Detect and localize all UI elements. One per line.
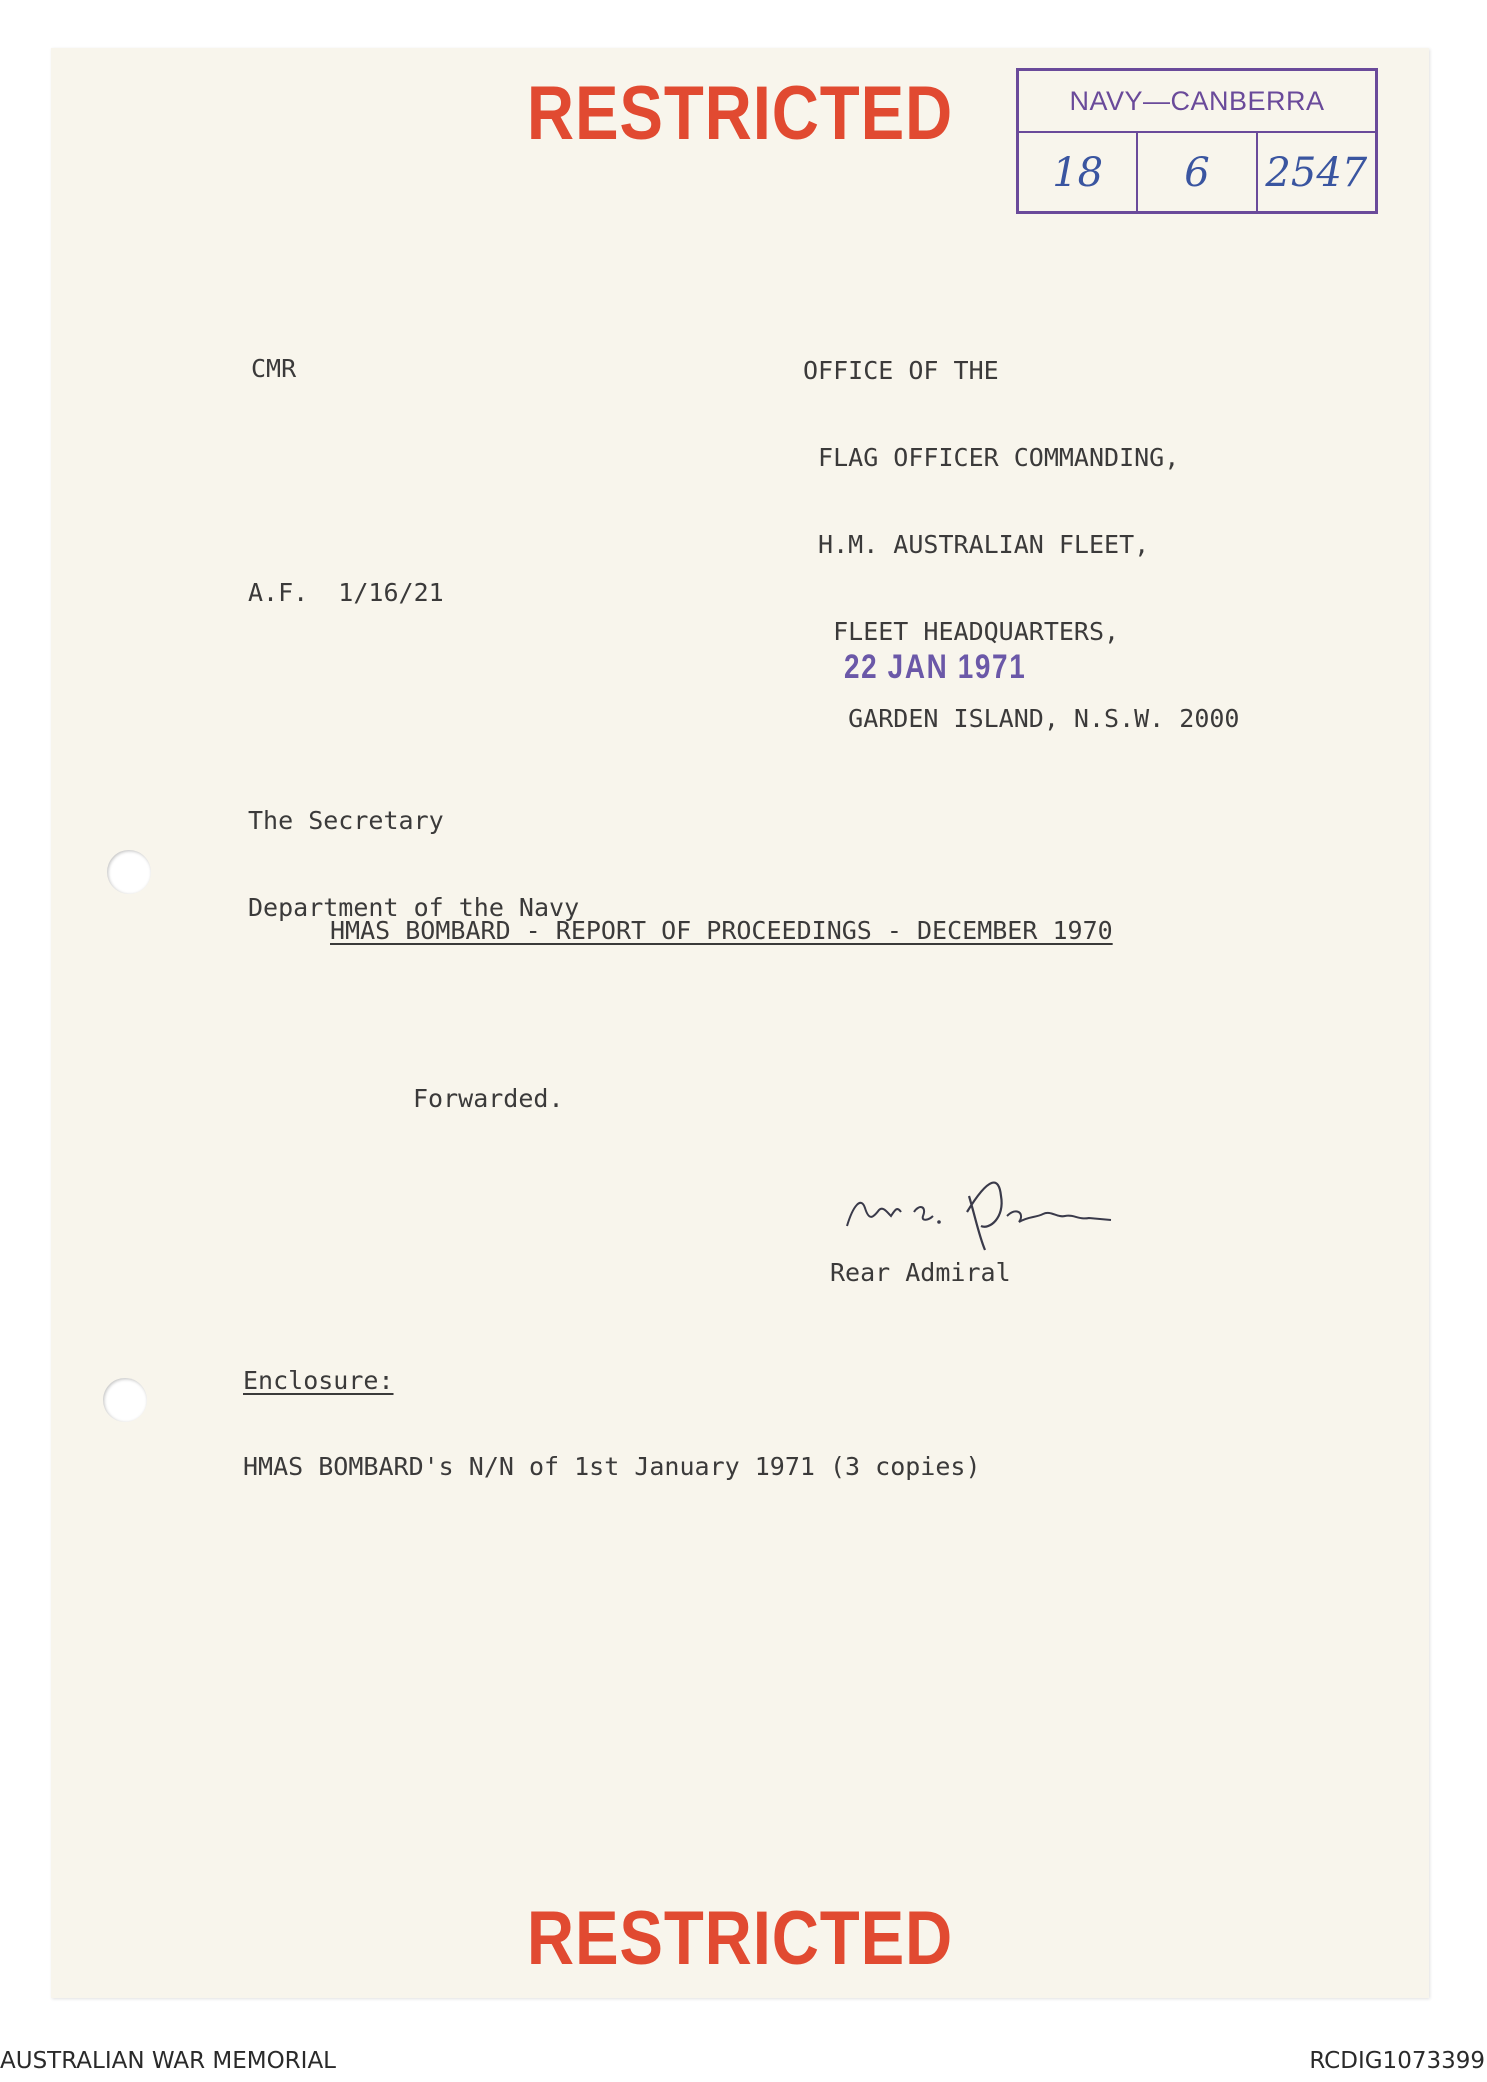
- receipt-stamp-header: NAVY—CANBERRA: [1019, 71, 1375, 133]
- addressee-line: Department of the Navy: [248, 893, 580, 922]
- addressee-line: The Secretary: [248, 806, 444, 835]
- file-number: A.F. 1/16/21: [248, 578, 444, 607]
- signature-title: Rear Admiral: [830, 1258, 1011, 1287]
- office-address-line: FLEET HEADQUARTERS,: [803, 617, 1120, 646]
- office-address-line: FLAG OFFICER COMMANDING,: [803, 443, 1180, 472]
- archive-id: RCDIG1073399: [1309, 2048, 1485, 2074]
- office-address-line: OFFICE OF THE: [803, 356, 999, 385]
- office-address: [803, 298, 1240, 791]
- punch-hole: [107, 850, 151, 894]
- enclosure-label: Enclosure:: [243, 1366, 394, 1395]
- office-address-line: GARDEN ISLAND, N.S.W. 2000: [803, 704, 1240, 733]
- archive-credit: AUSTRALIAN WAR MEMORIAL: [0, 2048, 336, 2074]
- receipt-stamp-cell-number: 2547: [1265, 150, 1368, 196]
- subject-line: HMAS BOMBARD - REPORT OF PROCEEDINGS - DECEMBER 1970: [330, 916, 1113, 945]
- date-received-stamp: 22 JAN 1971: [844, 648, 1027, 686]
- office-address-line: H.M. AUSTRALIAN FLEET,: [803, 530, 1150, 559]
- punch-hole: [103, 1378, 147, 1422]
- reference-code: CMR: [251, 354, 297, 383]
- signature-image: [839, 1166, 1169, 1256]
- receipt-stamp-cell-month: 6: [1138, 133, 1257, 213]
- document-page: [51, 48, 1429, 1998]
- receipt-stamp-cell-day: 18: [1019, 133, 1138, 213]
- enclosure-text: HMAS BOMBARD's N/N of 1st January 1971 (3 copies): [243, 1452, 981, 1481]
- body-text: Forwarded.: [413, 1084, 564, 1113]
- receipt-stamp: [1016, 68, 1378, 214]
- classification-top: RESTRICTED: [526, 71, 954, 156]
- classification-bottom: RESTRICTED: [526, 1896, 954, 1981]
- addressee: [248, 748, 579, 980]
- receipt-stamp-cells: [1019, 133, 1375, 213]
